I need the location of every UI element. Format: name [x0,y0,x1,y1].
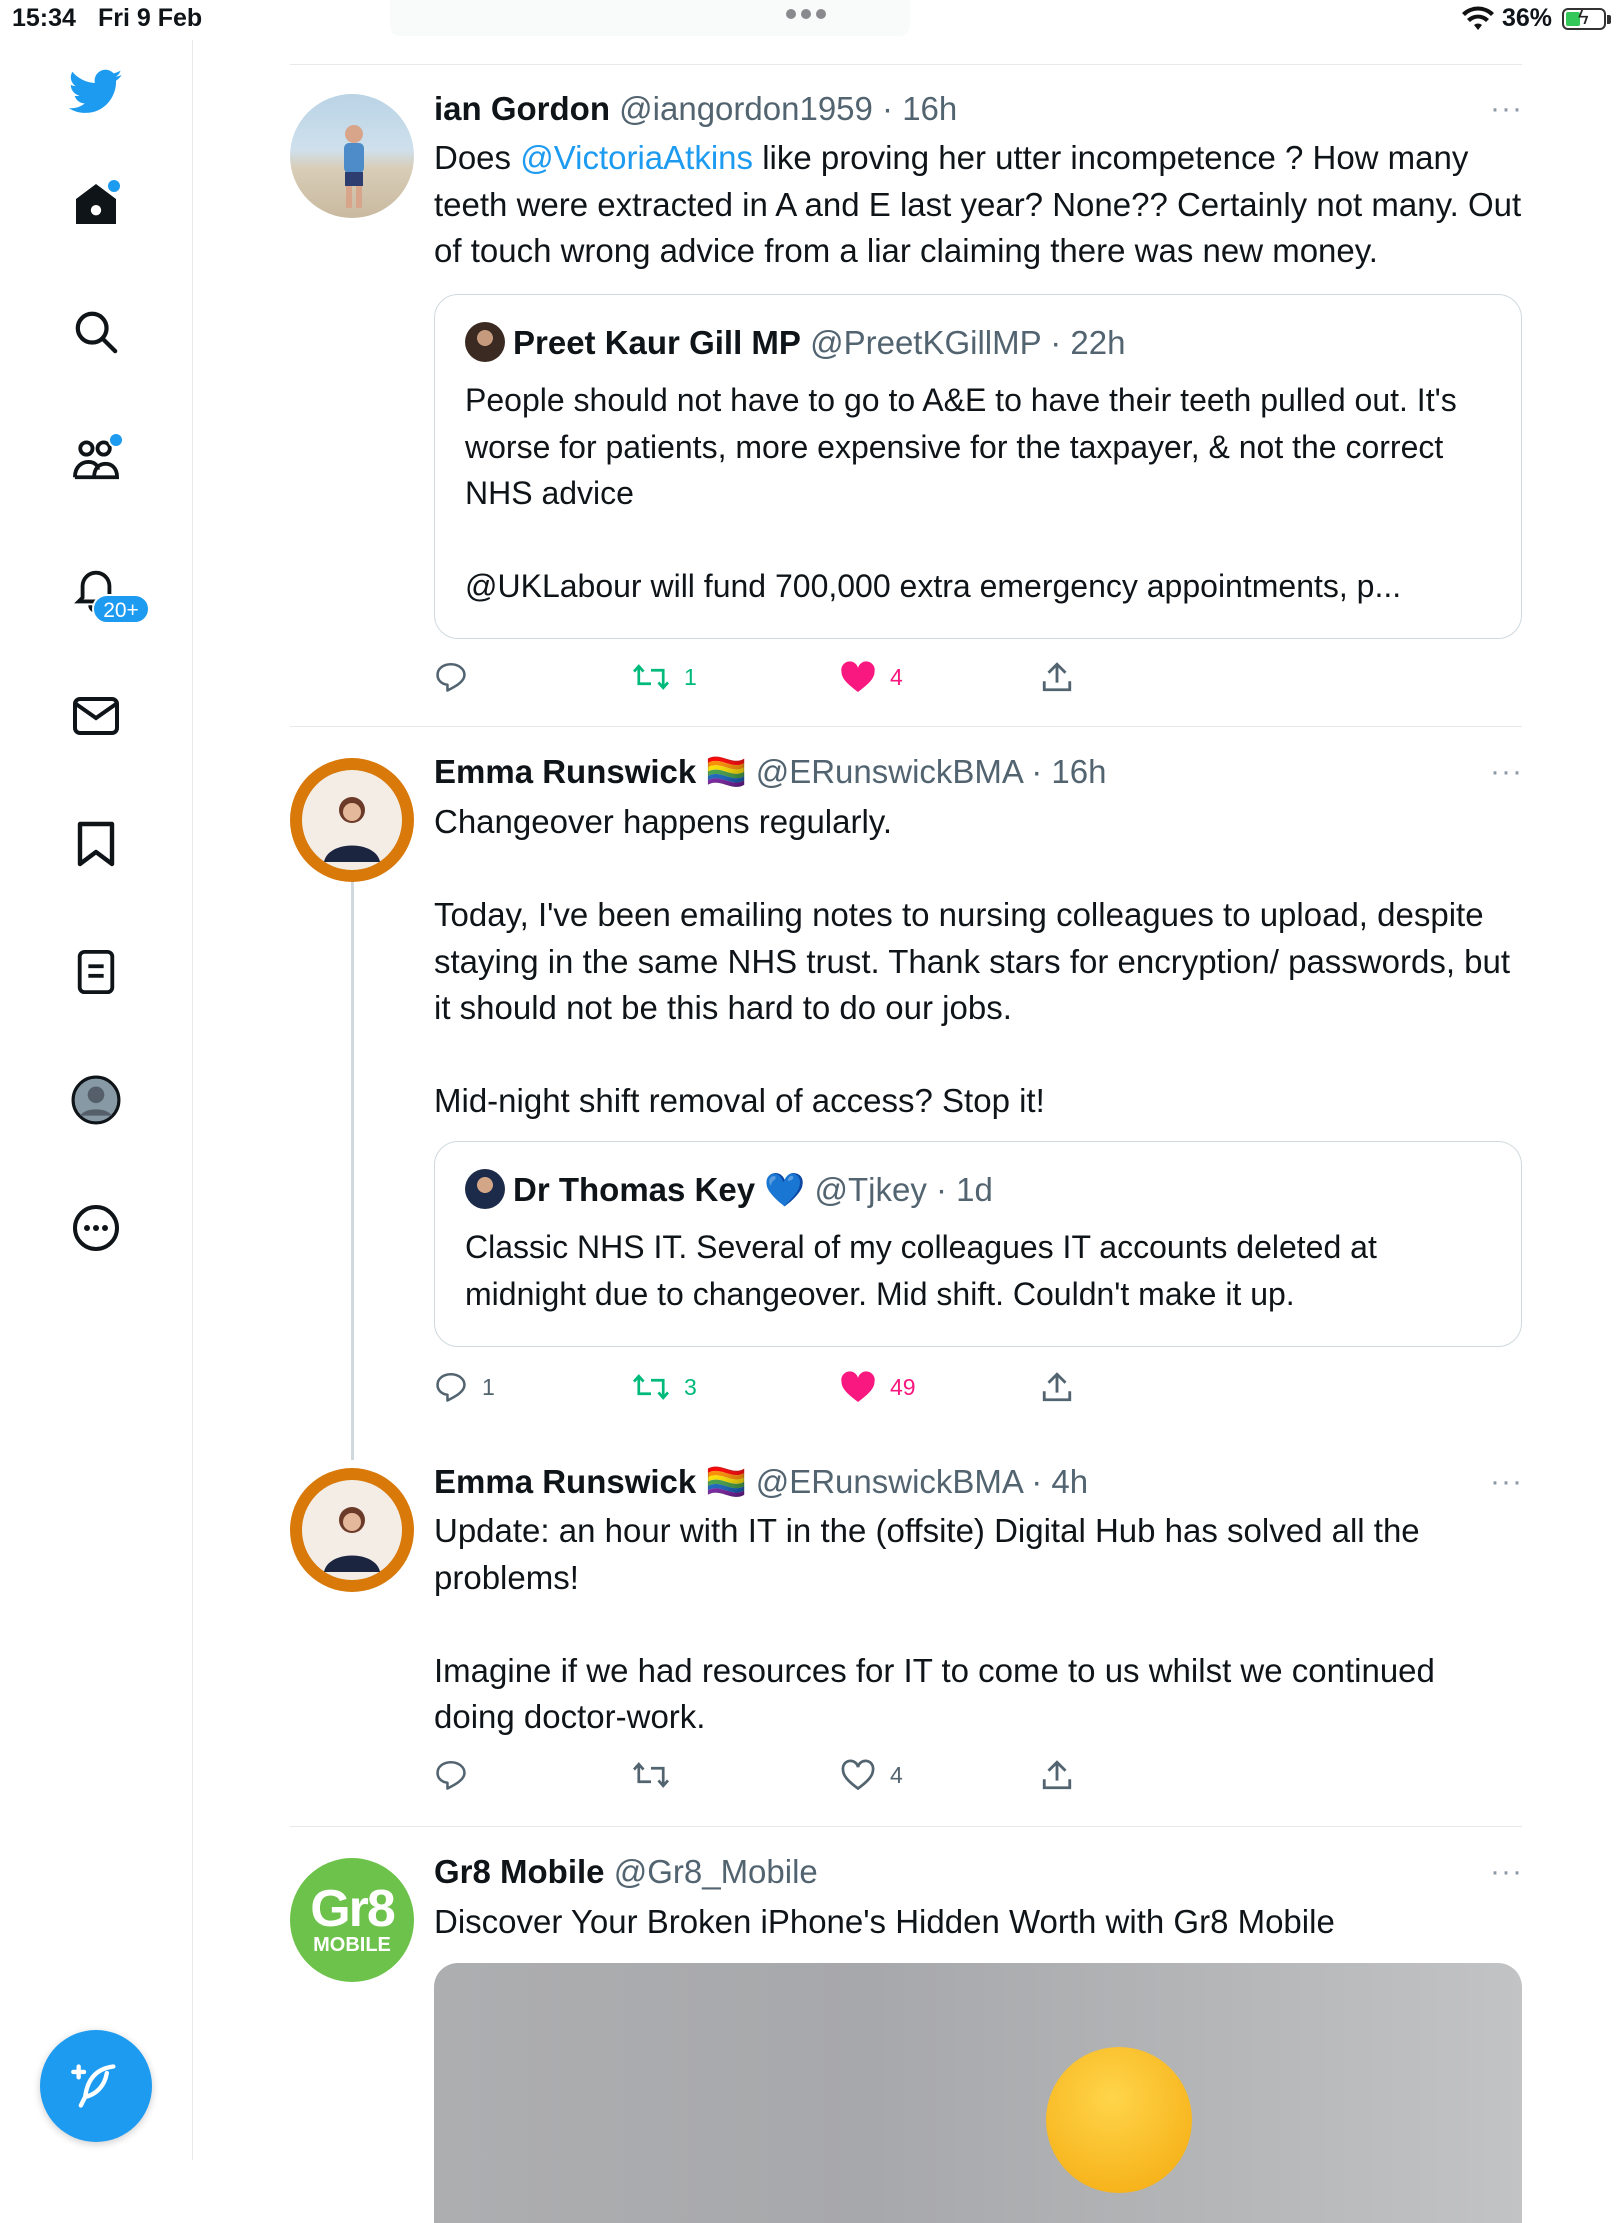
messages-icon[interactable] [64,684,128,748]
like-count: 49 [890,1373,916,1400]
sidebar [0,40,193,2160]
lists-icon[interactable] [64,940,128,1004]
reply-icon [434,1370,468,1404]
avatar[interactable] [290,1468,414,1592]
more-options-icon[interactable]: ··· [1490,755,1523,788]
star-struck-emoji-icon [1046,2047,1192,2193]
communities-unread-dot [108,432,124,448]
bookmarks-icon[interactable] [64,812,128,876]
share-icon [1040,1370,1074,1404]
tweet-actions [434,1755,1434,1795]
like-count: 4 [890,1761,903,1788]
retweet-icon [632,660,670,694]
more-icon[interactable] [64,1196,128,1260]
share-icon [1040,660,1074,694]
like-count: 4 [890,663,903,690]
reply-button[interactable] [434,1367,495,1407]
retweet-count: 1 [684,663,697,690]
share-button[interactable] [1040,657,1074,697]
multitasking-dots-icon[interactable] [786,6,836,26]
home-icon[interactable] [64,172,128,236]
compose-icon[interactable] [40,2030,152,2142]
quote-text: People should not have to go to A&E to have their teeth pulled out. It's worse for patients, more expensive for the taxpayer, & not the correct NHS advice @UKLabour will fund 700,000 extra emergency appointments, p... [465,382,1457,604]
tweet-text: Does @VictoriaAtkins like proving her utter incompetence ? How many teeth were extracted in A and E last year? None?? Certainly not many. Out of touch wrong advice from a liar claiming there was new money. [434,139,1531,269]
reply-icon [434,1758,468,1792]
quote-text: Classic NHS IT. Several of my colleagues IT accounts deleted at midnight due to changeover. Mid shift. Couldn't make it up. [465,1229,1386,1312]
more-options-icon[interactable]: ··· [1490,1465,1523,1498]
share-button[interactable] [1040,1367,1074,1407]
feed-divider [290,64,1522,65]
author-handle[interactable]: @ERunswickBMA · 16h [755,753,1107,790]
author-name[interactable]: Gr8 Mobile [434,1853,605,1890]
author-name[interactable]: Emma Runswick [434,753,697,790]
heart-outline-icon [840,1758,876,1792]
retweet-button[interactable] [632,657,697,697]
status-date: Fri 9 Feb [98,4,203,32]
profile-icon[interactable] [64,1068,128,1132]
quote-avatar [465,1169,505,1209]
retweet-button[interactable] [632,1367,697,1407]
tweet-actions [434,657,1434,697]
battery-tip [1607,15,1611,24]
mention-link[interactable]: @VictoriaAtkins [520,139,754,176]
author-handle[interactable]: @ERunswickBMA · 4h [755,1463,1089,1500]
heart-filled-icon [840,1370,876,1404]
like-button[interactable] [840,1755,903,1795]
tweet-media-image[interactable] [434,1963,1522,2223]
tweet-text: Changeover happens regularly. Today, I've been emailing notes to nursing colleagues to upload, despite staying in the same NHS trust. Thank stars for encryption/ passwords, but it should not be this hard to do our jobs. Mid-night shift removal of access? Stop it! [434,803,1511,1119]
twitter-logo-icon[interactable] [64,60,128,124]
reply-icon [434,660,468,694]
blue-heart-icon: 💙 [764,1171,806,1208]
battery-icon: ϟ [1562,8,1606,30]
feed-divider [290,726,1522,727]
avatar[interactable] [290,1858,414,1982]
more-options-icon[interactable]: ··· [1490,92,1523,125]
pride-flag-icon: 🏳️‍🌈 [705,753,747,790]
more-options-icon[interactable]: ··· [1490,1855,1523,1888]
quoted-tweet[interactable] [434,1141,1522,1347]
author-handle[interactable]: @iangordon1959 · 16h [619,90,958,127]
like-button[interactable] [840,657,903,697]
reply-button[interactable] [434,657,468,697]
notifications-badge: 20+ [92,594,150,624]
reply-count: 1 [482,1373,495,1400]
avatar[interactable] [290,758,414,882]
quote-author-name: Preet Kaur Gill MP [513,324,801,361]
retweet-button[interactable] [632,1755,670,1795]
home-unread-dot [106,178,122,194]
author-name[interactable]: Emma Runswick [434,1463,697,1500]
tweet-actions [434,1367,1434,1407]
avatar-logo-subtext: MOBILE [313,1934,391,1956]
wifi-icon [1462,6,1494,32]
author-name[interactable]: ian Gordon [434,90,610,127]
status-bar [0,0,1620,40]
status-time: 15:34 [12,4,76,32]
communities-icon[interactable] [64,428,128,492]
quote-author-handle: @PreetKGillMP · 22h [810,324,1126,361]
heart-filled-icon [840,660,876,694]
author-handle[interactable]: @Gr8_Mobile [613,1853,818,1890]
retweet-icon [632,1758,670,1792]
tweet-text: Discover Your Broken iPhone's Hidden Worth with Gr8 Mobile [434,1903,1335,1940]
avatar[interactable] [290,94,414,218]
share-icon [1040,1758,1074,1792]
quoted-tweet[interactable] [434,294,1522,639]
reply-button[interactable] [434,1755,468,1795]
retweet-count: 3 [684,1373,697,1400]
avatar-logo-text: Gr8 [310,1880,394,1938]
search-icon[interactable] [64,300,128,364]
quote-author-name: Dr Thomas Key [513,1171,756,1208]
thread-line [351,880,354,1460]
battery-percent: 36% [1502,4,1553,32]
retweet-icon [632,1370,670,1404]
quote-author-handle: @Tjkey · 1d [814,1171,993,1208]
tweet-text: Update: an hour with IT in the (offsite) Digital Hub has solved all the problems! Imagine if we had resources for IT to come to us whilst we continued doing doctor-work. [434,1512,1435,1735]
share-button[interactable] [1040,1755,1074,1795]
like-button[interactable] [840,1367,916,1407]
quote-avatar [465,322,505,362]
pride-flag-icon: 🏳️‍🌈 [705,1463,747,1500]
feed-divider [290,1826,1522,1827]
